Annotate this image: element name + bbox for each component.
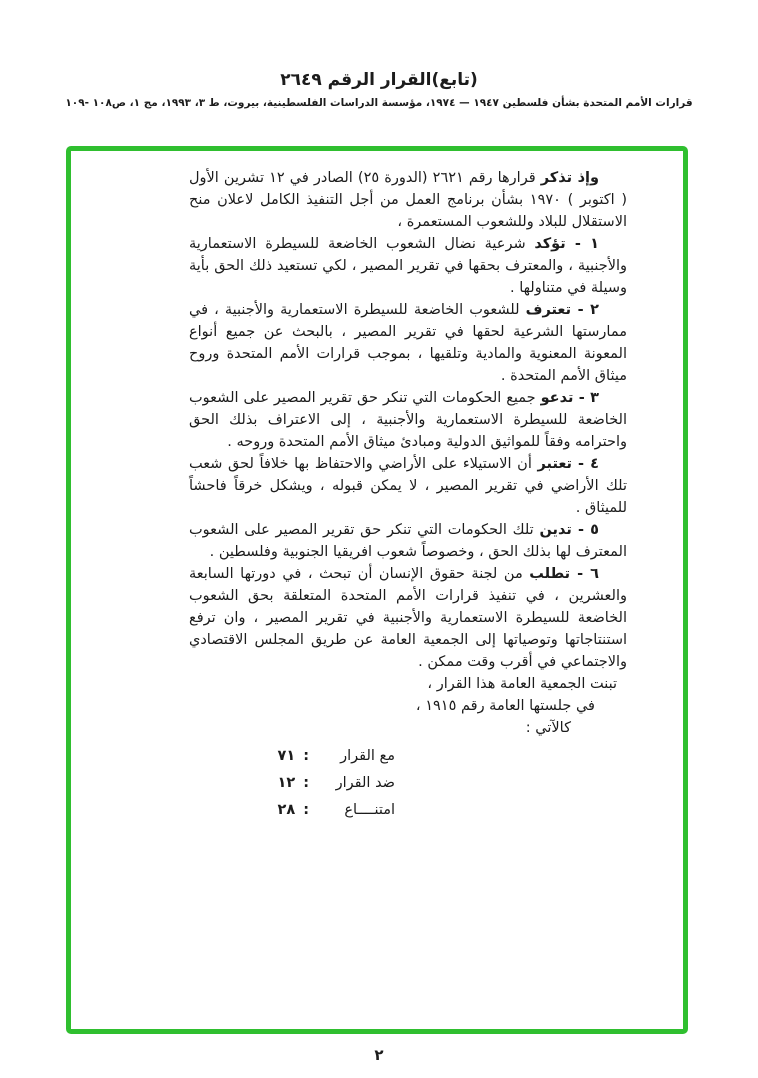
paragraph-lead: وإذ تذكر (540, 170, 600, 186)
paragraph-lead: ٢ - تعترف (525, 302, 599, 318)
vote-row-abstain (189, 799, 395, 826)
vote-separator: : (303, 802, 309, 818)
resolution-title: (تابع)القرار الرقم ٢٦٤٩ (280, 70, 478, 90)
paragraph-body: جميع الحكومات التي تنكر حق تقرير المصير على الشعوب الخاضعة للسيطرة الاستعمارية والأجنبية ، إلى الاعتراف بذلك الحق واحترامه وفقاً للمواثيق الدولية ومبادئ ميثاق الأمم المتحدة وروحه . (189, 390, 627, 450)
adoption-line: تبنت الجمعية العامة هذا القرار ، (427, 676, 617, 692)
vote-separator: : (303, 775, 309, 791)
paragraph-lead: ٣ - تدعو (540, 390, 600, 406)
paragraph-4 (189, 453, 627, 519)
paragraph-3 (189, 387, 627, 453)
vote-label: مع القرار (340, 748, 395, 764)
paragraph-body: تلك الحكومات التي تنكر حق تقرير المصير على الشعوب المعترف لها بذلك الحق ، وخصوصاً شعوب افريقيا الجنوبية وفلسطين . (189, 522, 627, 560)
adoption-line: كالآتي : (525, 720, 571, 736)
paragraph-intro (189, 167, 627, 233)
paragraph-lead: ٦ - تطلب (529, 566, 599, 582)
paragraph-5 (189, 519, 627, 563)
source-citation: قرارات الأمم المتحدة بشأن فلسطين ١٩٤٧ — ١٩٧٤، مؤسسة الدراسات الفلسطينية، بيروت، ط ٣، ١٩٩٣، مج ١، ص١٠٨ -١٠٩ (65, 97, 693, 109)
vote-label: امتنــــاع (344, 802, 395, 818)
vote-row-against (189, 772, 395, 799)
content-frame (66, 146, 688, 1034)
paragraph-6 (189, 563, 627, 673)
paragraph-body: من لجنة حقوق الإنسان أن تبحث ، في دورتها السابعة والعشرين ، في تنفيذ قرارات الأمم المتحدة المتعلقة بحق الشعوب الخاضعة للسيطرة الاستعمارية والأجنبية في تقرير المصير ، وان ترفع استنتاجاتها وتوصياتها إلى الجمعية العامة عن طريق المجلس الاقتصادي والاجتماعي في أقرب وقت ممكن . (189, 566, 627, 670)
vote-separator: : (303, 748, 309, 764)
paragraph-lead: ٤ - تعتبر (537, 456, 600, 472)
paragraph-body: أن الاستيلاء على الأراضي والاحتفاظ بها خلافاً لحق شعب تلك الأراضي في تقرير المصير ، لا يمكن قبوله ، ويشكل خرقاً فاحشاً للميثاق . (189, 456, 627, 516)
vote-label: ضد القرار (335, 775, 395, 791)
vote-value: ٧١ (277, 748, 296, 764)
paragraph-body: شرعية نضال الشعوب الخاضعة للسيطرة الاستعمارية والأجنبية ، والمعترف بحقها في تقرير المصير ، لكي تستعيد ذلك الحق بأية وسيلة في متناولها . (189, 236, 627, 296)
paragraph-body: قرارها رقم ٢٦٢١ (الدورة ٢٥) الصادر في ١٢ تشرين الأول ( اكتوبر ) ١٩٧٠ بشأن برنامج العمل من أجل التنفيذ الكامل لاعلان منح الاستقلال للبلاد وللشعوب المستعمرة ، (189, 170, 627, 230)
paragraph-2 (189, 299, 627, 387)
adoption-line: في جلستها العامة رقم ١٩١٥ ، (415, 698, 595, 714)
paragraph-1 (189, 233, 627, 299)
paragraph-lead: ٥ - تدين (539, 522, 600, 538)
vote-value: ١٢ (277, 775, 296, 791)
paragraph-body: للشعوب الخاضعة للسيطرة الاستعمارية والأجنبية ، في ممارستها الشرعية لحقها في تقرير المصير ، بالبحث عن جميع أنواع المعونة المعنوية والمادية وتلقيها ، بموجب قرارات الأمم المتحدة وروح ميثاق الأمم المتحدة . (189, 302, 627, 384)
vote-value: ٢٨ (277, 802, 296, 818)
page-number: ٢ (374, 1046, 384, 1064)
resolution-text (189, 167, 627, 826)
paragraph-lead: ١ - تؤكد (534, 236, 599, 252)
vote-results (189, 745, 627, 826)
page-header (0, 70, 758, 109)
vote-row-for (189, 745, 395, 772)
